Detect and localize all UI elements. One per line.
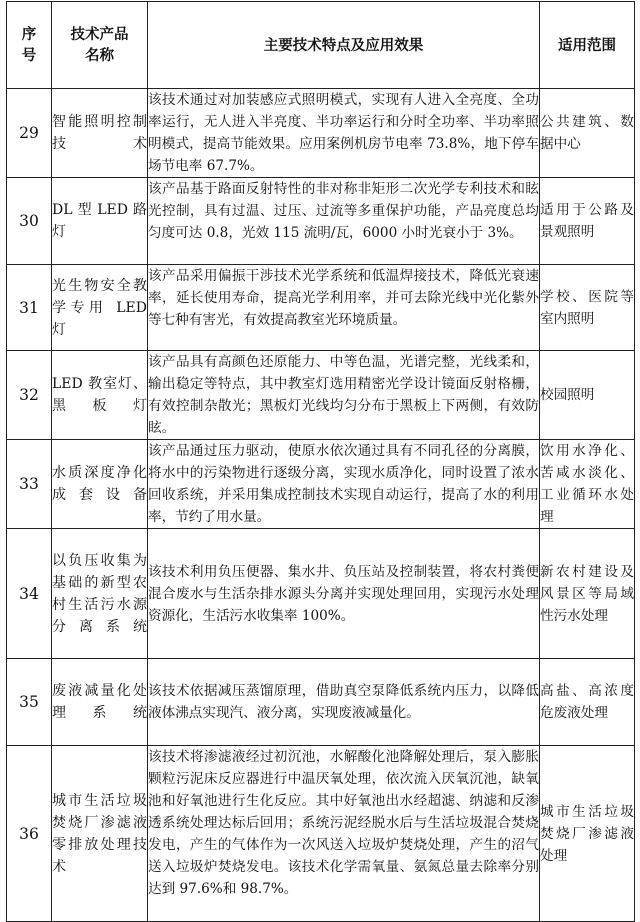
row-num: 29 — [7, 89, 52, 178]
row-desc: 该产品通过压力驱动，使原水依次通过具有不同孔径的分离膜，将水中的污染物进行逐级分离，实现水质净化，同时设置了浓水回收系统，并采用集成控制技术实现自动运行，提高了水的利用率，节约了用水量。 — [148, 440, 540, 529]
table-row — [7, 440, 635, 529]
table-row — [7, 529, 635, 659]
header-num: 序号 — [7, 2, 52, 89]
header-name: 技术产品名称 — [52, 2, 148, 89]
row-scope: 校园照明 — [540, 351, 635, 440]
row-desc: 该技术依据减压蒸馏原理，借助真空泵降低系统内压力，以降低液体沸点实现汽、液分离，实现废液减量化。 — [148, 659, 540, 746]
table-row — [7, 89, 635, 178]
table-row — [7, 351, 635, 440]
table-row — [7, 746, 635, 922]
technology-table — [6, 1, 635, 922]
row-scope: 公共建筑、数据中心 — [540, 89, 635, 178]
table-row — [7, 659, 635, 746]
row-num: 32 — [7, 351, 52, 440]
row-name: 以负压收集为基础的新型农村生活污水源分离系统 — [52, 529, 148, 659]
table-row — [7, 265, 635, 351]
row-num: 31 — [7, 265, 52, 351]
row-scope: 新农村建设及风景区等局域性污水处理 — [540, 529, 635, 659]
row-name: 城市生活垃圾焚烧厂渗滤液零排放处理技术 — [52, 746, 148, 922]
row-name: 水质深度净化成套设备 — [52, 440, 148, 529]
row-name: 光生物安全教学专用 LED 灯 — [52, 265, 148, 351]
table-row — [7, 178, 635, 265]
row-scope: 饮用水净化、苦咸水淡化、工业循环水处理 — [540, 440, 635, 529]
row-num: 30 — [7, 178, 52, 265]
row-desc: 该技术利用负压便器、集水井、负压站及控制装置，将农村粪便混合废水与生活杂排水源头分离并实现处理回用，实现污水处理资源化，生活污水收集率 100%。 — [148, 529, 540, 659]
header-scope: 适用范围 — [540, 2, 635, 89]
row-desc: 该产品基于路面反射特性的非对称非矩形二次光学专利技术和眩光控制，具有过温、过压、过流等多重保护功能，产品亮度总均匀度可达 0.8，光效 115 流明/瓦，6000 小时光衰小于 3%。 — [148, 178, 540, 265]
row-num: 35 — [7, 659, 52, 746]
row-desc: 该技术通过对加装感应式照明模式，实现有人进入全亮度、全功率运行，无人进入半亮度、半功率运行和分时全功率、半功率照明模式，提高节能效果。应用案例机房节电率 73.8%，地下停车场节电率 67.7%。 — [148, 89, 540, 178]
row-desc: 该技术将渗滤液经过初沉池，水解酸化池降解处理后，泵入膨胀颗粒污泥床反应器进行中温厌氧处理，依次流入厌氧沉池，缺氧池和好氧池进行生化反应。其中好氧池出水经超滤、纳滤和反渗透系统处理达标后回用；系统污泥经脱水后与生活垃圾混合焚烧发电，产生的气体作为一次风送入垃圾炉焚烧处理，产生的沼气送入垃圾炉焚烧发电。该技术化学需氧量、氨氮总量去除率分别达到 97.6%和 98.7%。 — [148, 746, 540, 922]
header-desc: 主要技术特点及应用效果 — [148, 2, 540, 89]
row-desc: 该产品采用偏振干涉技术光学系统和低温焊接技术，降低光衰速率，延长使用寿命，提高光学利用率，并可去除光线中光化紫外等七种有害光，有效提高教室光环境质量。 — [148, 265, 540, 351]
row-scope: 适用于公路及景观照明 — [540, 178, 635, 265]
row-name: 废液减量化处理系统 — [52, 659, 148, 746]
row-name: DL 型 LED 路灯 — [52, 178, 148, 265]
row-scope: 城市生活垃圾焚烧厂渗滤液处理 — [540, 746, 635, 922]
row-scope: 高盐、高浓度危废液处理 — [540, 659, 635, 746]
row-scope: 学校、医院等室内照明 — [540, 265, 635, 351]
row-name: 智能照明控制技术 — [52, 89, 148, 178]
row-num: 33 — [7, 440, 52, 529]
table-header-row — [7, 2, 635, 89]
row-num: 36 — [7, 746, 52, 922]
row-desc: 该产品具有高颜色还原能力、中等色温，光谱完整，光线柔和，输出稳定等特点，其中教室灯选用精密光学设计镜面反射格栅，有效控制杂散光；黑板灯光线均匀分布于黑板上下两侧，有效防眩。 — [148, 351, 540, 440]
row-num: 34 — [7, 529, 52, 659]
row-name: LED 教室灯、黑板灯 — [52, 351, 148, 440]
